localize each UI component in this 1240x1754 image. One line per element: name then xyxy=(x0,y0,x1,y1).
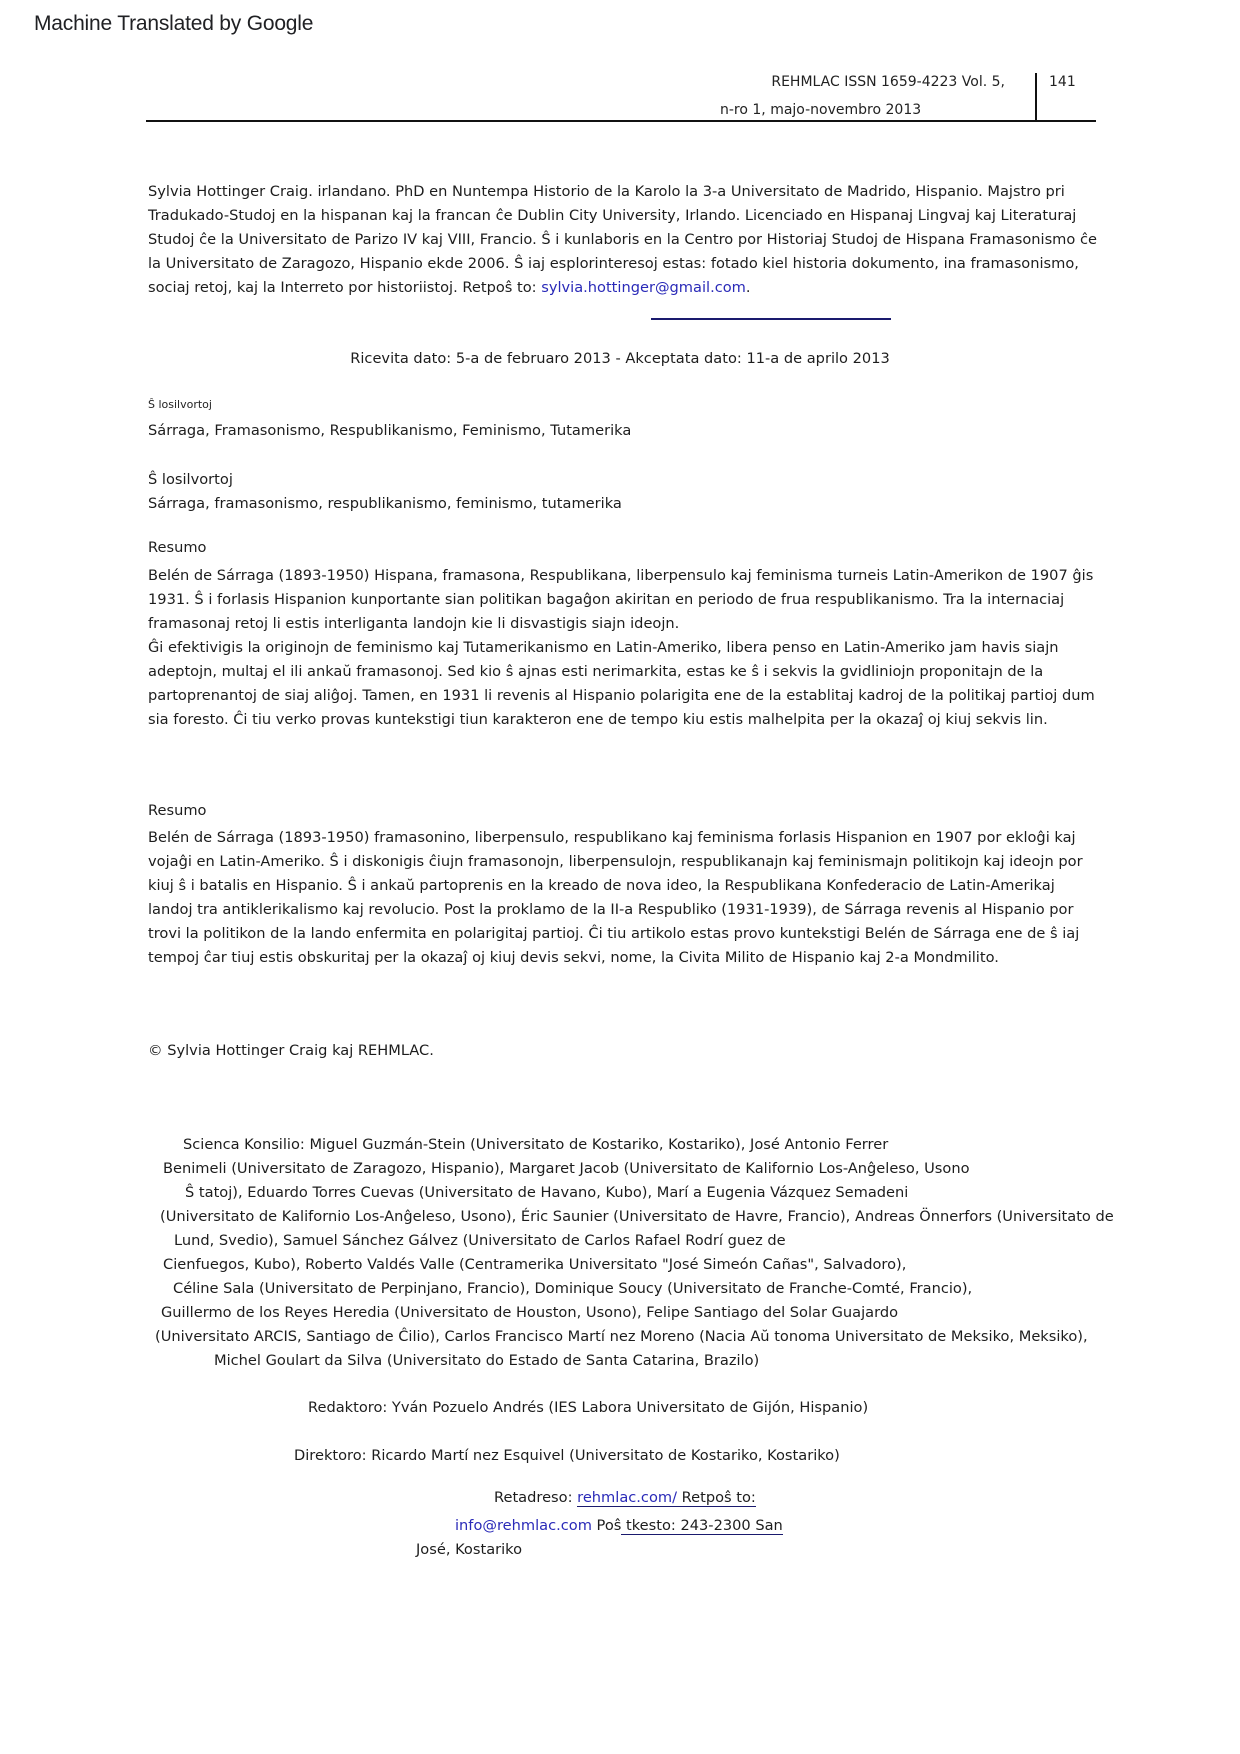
bio-separator xyxy=(651,318,891,320)
author-email-link[interactable]: sylvia.hottinger@gmail.com xyxy=(541,279,746,296)
author-bio: Sylvia Hottinger Craig. irlandano. PhD en Nuntempa Historio de la Karolo la 3-a Universitato de Madrido, Hispanio. Majstro pri Tradukado-Studoj en la hispanan kaj la francan ĉe Dublin City University, Irlando. Licenciado en Hispanaj Lingvaj kaj Literaturaj Studoj ĉe la Universitato de Parizo IV kaj VIII, Francio. Ŝ i kunlaboris en la Centro por Historiaj Studoj de Hispana Framasonismo ĉe la Universitato de Zaragozo, Hispanio ekde 2006. Ŝ iaj esplorinteresoj estas: fotado kiel historia dokumento, ina framasonismo, sociaj retoj, kaj la Interreto por historiistoj. Retpoŝ to: sylvia.hottinger@gmail.com. xyxy=(148,183,1097,296)
keywords-label-1: Ŝ losilvortoj xyxy=(148,398,212,411)
received-accepted-dates: Ricevita dato: 5-a de februaro 2013 - Akceptata dato: 11-a de aprilo 2013 xyxy=(350,350,890,367)
header-vertical-divider xyxy=(1035,73,1037,121)
board-line: Benimeli (Universitato de Zaragozo, Hispanio), Margaret Jacob (Universitato de Kalifornio Los-Anĝeleso, Usono xyxy=(163,1160,970,1177)
director-credit: Direktoro: Ricardo Martí nez Esquivel (Universitato de Kostariko, Kostariko) xyxy=(294,1447,840,1464)
contact-email-link[interactable]: info@rehmlac.com xyxy=(455,1517,592,1534)
copyright-notice: © Sylvia Hottinger Craig kaj REHMLAC. xyxy=(148,1042,434,1059)
keywords-text-1: Sárraga, Framasonismo, Respublikanismo, Feminismo, Tutamerika xyxy=(148,422,632,439)
header-rule xyxy=(146,120,1096,122)
abstract-2-heading: Resumo xyxy=(148,802,207,819)
contact-city-line: José, Kostariko xyxy=(416,1541,523,1558)
abstract-1-paragraph-1: Belén de Sárraga (1893-1950) Hispana, framasona, Respublikana, liberpensulo kaj feminisma turneis Latin-Amerikon de 1907 ĝis 1931. Ŝ i forlasis Hispanion kunportante sian politikan bagaĝon akiritan en periodo de frua respublikanismo. Tra la internaciaj framasonaj retoj li estis interliganta landojn kie li disvastigis siajn ideojn. xyxy=(148,567,1094,632)
website-link[interactable]: rehmlac.com/ xyxy=(577,1489,678,1506)
keywords-label-2: Ŝ losilvortoj xyxy=(148,471,233,488)
editor-credit: Redaktoro: Yván Pozuelo Andrés (IES Labora Universitato de Gijón, Hispanio) xyxy=(308,1399,869,1416)
journal-info-line1: REHMLAC ISSN 1659-4223 Vol. 5, xyxy=(771,74,1005,90)
abstract-1-paragraph-2: Ĝi efektivigis la originojn de feminismo kaj Tutamerikanismo en Latin-Ameriko, libera penso en Latin-Ameriko jam havis siajn adeptojn, multaj el ili ankaŭ framasonoj. Sed kio ŝ ajnas esti nerimarkita, estas ke ŝ i sekvis la gvidliniojn proponitajn de la partoprenantoj de siaj aliĝoj. Tamen, en 1931 li revenis al Hispanio polarigita ene de la establitaj kadroj de la politikaj partioj dum sia foresto. Ĉi tiu verko provas kuntekstigi tiun karakteron ene de tempo kiu estis malhelpita per la okazaĵ oj kiuj sekvis lin. xyxy=(148,639,1095,728)
postal-box: tkesto: 243-2300 San xyxy=(621,1517,783,1534)
author-bio-text: Sylvia Hottinger Craig. irlandano. PhD en Nuntempa Historio de la Karolo la 3-a Universitato de Madrido, Hispanio. Majstro pri Tradukado-Studoj en la hispanan kaj la francan ĉe Dublin City University, Irlando. Licenciado en Hispanaj Lingvaj kaj Literaturaj Studoj ĉe la Universitato de Parizo IV kaj VIII, Francio. Ŝ i kunlaboris en la Centro por Historiaj Studoj de Hispana Framasonismo ĉe la Universitato de Zaragozo, Hispanio ekde 2006. Ŝ iaj esplorinteresoj estas: fotado kiel historia dokumento, ina framasonismo, sociaj retoj, kaj la Interreto por historiistoj. Retpoŝ to: xyxy=(148,183,1097,296)
board-line: Scienca Konsilio: Miguel Guzmán-Stein (Universitato de Kostariko, Kostariko), José Antonio Ferrer xyxy=(183,1136,889,1153)
page-number: 141 xyxy=(1049,74,1076,90)
contact-web-line: Retadreso: rehmlac.com/ Retpoŝ to: xyxy=(494,1489,756,1506)
keywords-text-2: Sárraga, framasonismo, respublikanismo, feminismo, tutamerika xyxy=(148,495,622,512)
contact-email-line: info@rehmlac.com Poŝ tkesto: 243-2300 San xyxy=(455,1517,783,1534)
board-line: Cienfuegos, Kubo), Roberto Valdés Valle (Centramerika Universitato "José Simeón Cañas", Salvadoro), xyxy=(163,1256,907,1273)
machine-translation-banner: Machine Translated by Google xyxy=(34,12,314,35)
board-line: Lund, Svedio), Samuel Sánchez Gálvez (Universitato de Carlos Rafael Rodrí guez de xyxy=(174,1232,786,1249)
board-line: Guillermo de los Reyes Heredia (Universitato de Houston, Usono), Felipe Santiago del Solar Guajardo xyxy=(161,1304,899,1321)
abstract-1-heading: Resumo xyxy=(148,539,207,556)
board-line: Michel Goulart da Silva (Universitato do Estado de Santa Catarina, Brazilo) xyxy=(214,1352,760,1369)
board-line: Ŝ tatoj), Eduardo Torres Cuevas (Universitato de Havano, Kubo), Marí a Eugenia Vázquez Semadeni xyxy=(185,1184,909,1201)
abstract-1-body xyxy=(148,564,1098,732)
abstract-2-body: Belén de Sárraga (1893-1950) framasonino, liberpensulo, respublikano kaj feminisma forlasis Hispanion en 1907 por ekloĝi kaj vojaĝi en Latin-Ameriko. Ŝ i diskonigis ĉiujn framasonojn, liberpensulojn, respublikanajn kaj feminismajn politikojn kaj ideojn por kiuj ŝ i batalis en Hispanio. Ŝ i ankaŭ partoprenis en la kreado de nova ideo, la Respublikana Konfederacio de Latin-Amerikaj landoj tra antiklerikalismo kaj revolucio. Post la proklamo de la II-a Respubliko (1931-1939), de Sárraga revenis al Hispanio por trovi la politikon de la lando enfermita en polarigitaj partioj. Ĉi tiu artikolo estas provo kuntekstigi Belén de Sárraga ene de ŝ iaj tempoj ĉar tiuj estis obskuritaj per la okazaĵ oj kiuj devis sekvi, nome, la Civita Milito de Hispanio kaj 2-a Mondmilito. xyxy=(148,829,1083,966)
board-line: (Universitato de Kalifornio Los-Anĝeleso, Usono), Éric Saunier (Universitato de Havre, Francio), Andreas Önnerfors (Universitato de xyxy=(160,1208,1114,1225)
journal-info-line2: n-ro 1, majo-novembro 2013 xyxy=(720,102,922,118)
board-line: (Universitato ARCIS, Santiago de Ĉilio), Carlos Francisco Martí nez Moreno (Nacia Aŭ tonoma Universitato de Meksiko, Meksiko), xyxy=(155,1328,1088,1345)
board-line: Céline Sala (Universitato de Perpinjano, Francio), Dominique Soucy (Universitato de Franche-Comté, Francio), xyxy=(173,1280,973,1297)
